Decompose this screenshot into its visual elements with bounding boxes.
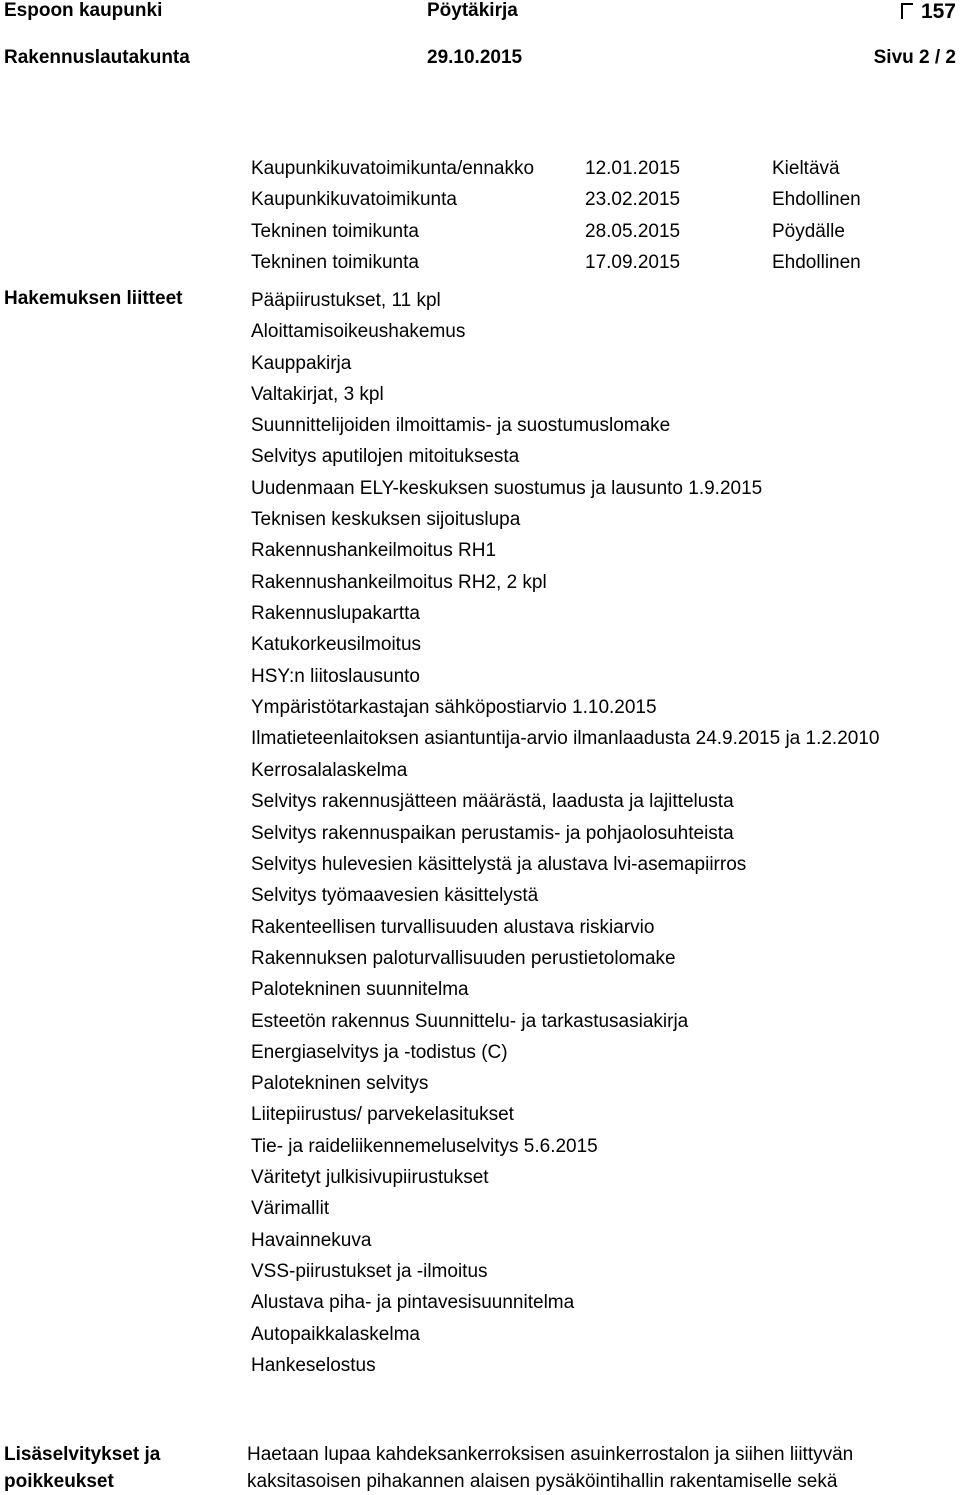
attachment-item: Esteetön rakennus Suunnittelu- ja tarkastusasiakirja (251, 1010, 689, 1032)
attachment-item: Väritetyt julkisivupiirustukset (251, 1167, 489, 1189)
attachment-item: Selvitys aputilojen mitoituksesta (251, 446, 520, 468)
history-date: 28.05.2015 (585, 220, 681, 242)
history-row (251, 153, 931, 184)
document-type: Pöytäkirja (427, 0, 518, 21)
attachment-item: Suunnittelijoiden ilmoittamis- ja suostumuslomake (251, 415, 671, 437)
attachment-item: Ympäristötarkastajan sähköpostiarvio 1.10.2015 (251, 696, 657, 718)
attachment-item: Liitepiirustus/ parvekelasitukset (251, 1104, 514, 1126)
additional-text: Haetaan lupaa kahdeksankerroksisen asuinkerrostalon ja siihen liittyvän kaksitasoisen pihakannen alaisen pysäköintihallin rakentamiselle sekä (247, 1444, 854, 1492)
history-date: 12.01.2015 (585, 158, 681, 179)
attachment-item: Kauppakirja (251, 352, 352, 374)
attachment-item: Havainnekuva (251, 1229, 372, 1251)
processing-history (251, 153, 931, 278)
attachment-item: Teknisen keskuksen sijoituslupa (251, 509, 521, 531)
history-decision: Ehdollinen (772, 251, 861, 273)
attachments-label: Hakemuksen liitteet (4, 288, 183, 309)
section-number (901, 0, 956, 26)
attachment-item: Rakenteellisen turvallisuuden alustava riskiarvio (251, 916, 655, 938)
attachment-item: Valtakirjat, 3 kpl (251, 383, 384, 405)
history-decision: Kieltävä (772, 158, 840, 179)
attachment-item: Energiaselvitys ja -todistus (C) (251, 1041, 508, 1063)
attachment-item: Alustava piha- ja pintavesisuunnitelma (251, 1292, 575, 1314)
attachment-item: Palotekninen suunnitelma (251, 979, 469, 1001)
section-number-value: 157 (920, 0, 956, 23)
attachment-item: HSY:n liitoslausunto (251, 665, 420, 687)
attachment-item: Selvitys rakennusjätteen määrästä, laadusta ja lajittelusta (251, 791, 734, 813)
attachment-item: Palotekninen selvitys (251, 1073, 429, 1095)
history-body: Kaupunkikuvatoimikunta/ennakko (251, 158, 535, 179)
section-mark-icon (901, 0, 915, 20)
attachment-item: Autopaikkalaskelma (251, 1323, 420, 1345)
history-date: 23.02.2015 (585, 189, 681, 211)
attachment-item: Kerrosalalaskelma (251, 760, 408, 782)
attachment-item: Pääpiirustukset, 11 kpl (251, 290, 441, 311)
municipality-name: Espoon kaupunki (4, 0, 163, 21)
attachment-item: Selvitys työmaavesien käsittelystä (251, 885, 539, 907)
board-name: Rakennuslautakunta (4, 47, 190, 68)
history-date: 17.09.2015 (585, 251, 681, 273)
attachment-item: Uudenmaan ELY-keskuksen suostumus ja lausunto 1.9.2015 (251, 477, 763, 499)
history-decision: Pöydälle (772, 220, 845, 242)
attachment-item: Rakennushankeilmoitus RH1 (251, 540, 497, 562)
meeting-date: 29.10.2015 (427, 47, 523, 68)
attachment-item: Hankeselostus (251, 1354, 376, 1376)
attachment-item: Värimallit (251, 1198, 330, 1220)
history-row (251, 184, 931, 215)
history-body: Tekninen toimikunta (251, 220, 419, 242)
attachment-item: Rakennuksen paloturvallisuuden perustietolomake (251, 947, 676, 969)
history-decision: Ehdollinen (772, 189, 861, 211)
attachment-item: Aloittamisoikeushakemus (251, 321, 466, 343)
history-row (251, 216, 931, 247)
attachments-list (251, 285, 911, 1381)
attachment-item: Rakennushankeilmoitus RH2, 2 kpl (251, 571, 547, 593)
page-indicator: Sivu 2 / 2 (873, 47, 956, 68)
attachment-item: Rakennuslupakartta (251, 602, 420, 624)
attachment-item: Ilmatieteenlaitoksen asiantuntija-arvio ilmanlaadusta 24.9.2015 ja 1.2.2010 (251, 728, 880, 750)
attachment-item: Selvitys hulevesien käsittelystä ja alustava lvi-asemapiirros (251, 854, 747, 876)
history-row (251, 247, 931, 278)
attachment-item: VSS-piirustukset ja -ilmoitus (251, 1260, 488, 1282)
attachment-item: Selvitys rakennuspaikan perustamis- ja pohjaolosuhteista (251, 822, 734, 844)
attachment-item: Tie- ja raideliikennemeluselvitys 5.6.2015 (251, 1135, 598, 1157)
history-body: Kaupunkikuvatoimikunta (251, 189, 457, 211)
history-body: Tekninen toimikunta (251, 251, 419, 273)
additional-label: Lisäselvitykset ja poikkeukset (4, 1444, 161, 1492)
attachment-item: Katukorkeusilmoitus (251, 634, 422, 656)
